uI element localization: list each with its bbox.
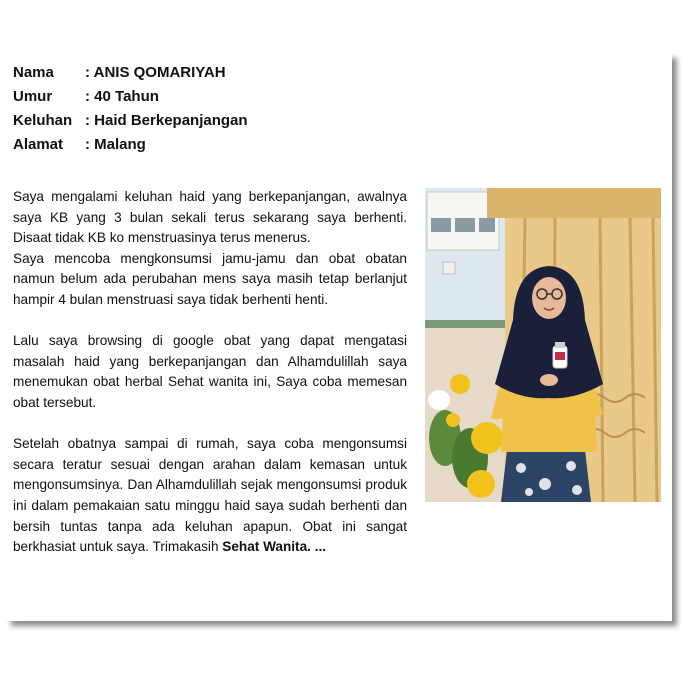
wall-stripe: [425, 320, 505, 328]
story-paragraph-4: [13, 434, 407, 558]
address-value: : Malang: [85, 136, 146, 153]
name-label: Nama: [13, 64, 54, 81]
address-row: [13, 133, 248, 157]
testimonial-text: [13, 187, 407, 578]
complaint-row: [13, 109, 248, 133]
brand-closing: Sehat Wanita. ...: [222, 539, 327, 555]
curtain-valance: [487, 188, 661, 218]
story-paragraph-4-text: Setelah obatnya sampai di rumah, saya coba mengonsumsi secara teratur sesuai dengan arahan dalam kemasan untuk mengonsumsinya. Dan Alhamdulillah sejak mengonsumsi produk ini dalam pemakaian satu minggu haid saya sudah berhenti dan bersih tuntas tanpa ada keluhan apapun. Obat ini sangat berkhasiat untuk saya. Trimakasih: [13, 436, 407, 555]
complaint-label: Keluhan: [13, 112, 73, 129]
story-paragraph-1: Saya mengalami keluhan haid yang berkepanjangan, awalnya saya KB yang 3 bulan sekali terus sekarang saya berhenti. Disaat tidak KB ko menstruasinya terus menerus.: [13, 189, 407, 246]
calendar-grid: [431, 218, 495, 232]
testimonial-card: [6, 53, 672, 621]
complaint-value: : Haid Berkepanjangan: [85, 112, 248, 129]
story-paragraph-2: Saya mencoba mengkonsumsi jamu-jamu dan obat obatan namun belum ada perubahan mens saya masih tetap berlanjut hampir 4 bulan menstruasi saya tidak berhenti henti.: [13, 250, 407, 307]
customer-photo: [425, 188, 661, 502]
address-label: Alamat: [13, 136, 64, 153]
age-row: [13, 85, 248, 109]
age-value: : 40 Tahun: [85, 88, 159, 105]
customer-photo-illustration: [425, 188, 661, 502]
name-value: : ANIS QOMARIYAH: [85, 64, 226, 81]
wall-socket: [443, 262, 455, 274]
age-label: Umur: [13, 88, 53, 105]
name-row: [13, 61, 248, 85]
profile-info: [13, 61, 248, 157]
story-paragraph-3: Lalu saya browsing di google obat yang dapat mengatasi masalah haid yang berkepanjangan dan Alhamdulillah saya menemukan obat herbal Sehat wanita ini, Saya coba memesan obat tersebut.: [13, 333, 407, 410]
